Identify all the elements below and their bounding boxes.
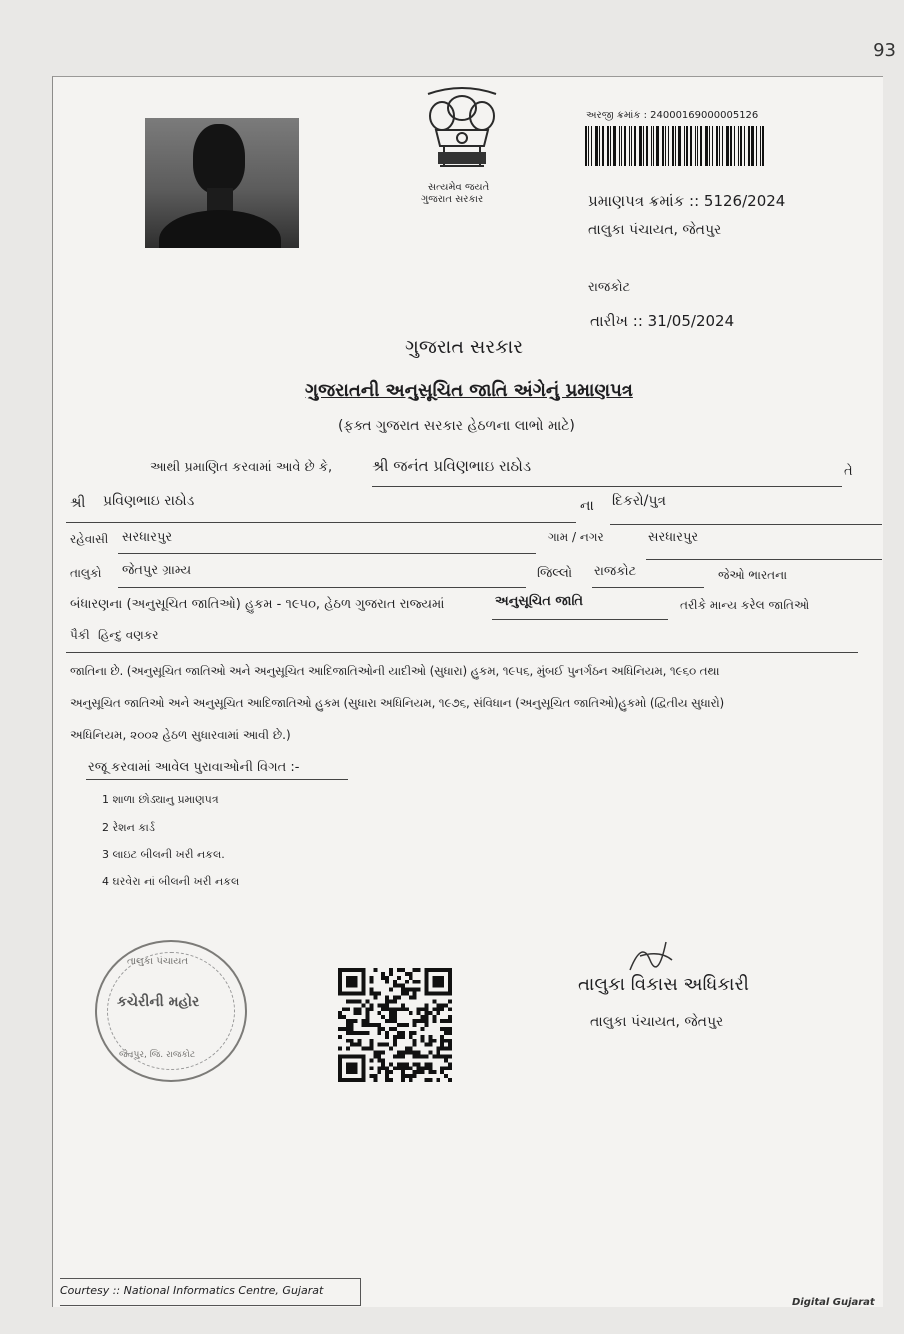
barcode <box>585 126 773 166</box>
signatory-title: તાલુકા વિકાસ અધિકારી <box>578 974 749 995</box>
application-label: અરજી ક્રમાંક : <box>586 110 647 121</box>
resident-value: સરધારપુર <box>122 530 173 545</box>
office-seal <box>95 940 247 1082</box>
village-label: ગામ / નગર <box>548 530 604 544</box>
india-text: જેઓ ભારતના <box>718 568 788 582</box>
district-label: જિલ્લો <box>537 566 573 581</box>
emblem-govt-label: ગુજરાત સરકાર <box>421 194 484 205</box>
para-line-1: જાતિના છે. (અનુસૂચિત જાતિઓ અને અનુસૂચિત આદિજાતિઓની યાદીઓ (સુધારા) હુકમ, ૧૯૫૬, મુંબઈ પુનર્ગઠન અધિનિયમ, ૧૯૬૦ તથા <box>70 664 720 678</box>
date-row <box>590 312 734 330</box>
seal-top-text: તાલુકા પંચાયત <box>127 956 189 967</box>
resident-label: રહેવાસી <box>70 532 109 546</box>
certificate-paper <box>52 76 883 1307</box>
father-name: પ્રવિણભાઇ રાઠોડ <box>103 493 195 509</box>
shri-text: શ્રી <box>70 495 86 511</box>
qr-code-icon <box>338 968 452 1082</box>
footer-courtesy: Courtesy :: National Informatics Centre, Gujarat <box>60 1284 324 1297</box>
na-text: ના <box>580 498 594 514</box>
applicant-photo <box>145 118 299 248</box>
district-header: રાજકોટ <box>588 280 631 295</box>
applicant-name: શ્રી જનંત પ્રવિણભાઇ રાઠોડ <box>372 457 532 475</box>
certificate-number-label: પ્રમાણપત્ર ક્રમાંક :: <box>588 192 700 210</box>
date-label: તારીખ :: <box>590 312 643 330</box>
signatory-office: તાલુકા પંચાયત, જેતપુર <box>590 1014 724 1030</box>
issuing-office: તાલુકા પંચાયત, જેતપુર <box>588 222 722 238</box>
national-emblem-icon <box>418 86 506 178</box>
recognized-text: તરીકે માન્ય કરેલ જાતિઓ <box>680 598 810 612</box>
seal-center-text: કચેરીની મહોર <box>117 994 200 1010</box>
corner-number: 93 <box>873 40 896 61</box>
order-text: બંધારણના (અનુસૂચિત જાતિઓ) હુકમ - ૧૯૫૦, હેઠળ ગુજરાત રાજ્યમાં <box>70 597 445 612</box>
category: અનુસૂચિત જાતિ <box>495 594 584 609</box>
evidence-heading: રજૂ કરવામાં આવેલ પુરાવાઓની વિગત :- <box>88 760 300 775</box>
signature-icon <box>620 930 680 980</box>
date-value: 31/05/2024 <box>647 312 735 330</box>
application-number: 24000169000005126 <box>650 110 759 121</box>
evidence-item: 4 ઘરવેરા નાં બીલની ખરી નકલ <box>102 875 240 888</box>
taluka-label: તાલુકો <box>70 566 102 580</box>
para-line-2: અનુસૂચિત જાતિઓ અને અનુસૂચિત આદિજાતિઓ હુકમ (સુધારા અધિનિયમ, ૧૯૭૬, સંવિધાન (અનુસૂચિત જાતિઓ)હુકમો (દ્વિતીય સુધારો) <box>70 696 725 710</box>
evidence-item: 2 રેશન કાર્ડ <box>102 821 155 834</box>
relation: દિકરો/પુત્ર <box>612 493 667 509</box>
emblem-motto: સત્યમેવ જયતે <box>428 182 490 193</box>
certificate-number-value: 5126/2024 <box>703 192 786 210</box>
application-number-row <box>586 110 758 121</box>
district-value: રાજકોટ <box>594 564 637 579</box>
caste: હિન્દુ વણકર <box>98 628 159 642</box>
para-line-3: અધિનિયમ, ૨૦૦૨ હેઠળ સુધારવામાં આવી છે.) <box>70 728 291 742</box>
certificate-title: ગુજરાતની અનુસૂચિત જાતિ અંગેનું પ્રમાણપત્ર <box>305 380 633 401</box>
evidence-item: 3 લાઇટ બીલની ખરી નકલ. <box>102 848 225 861</box>
certificate-number-row <box>588 192 785 210</box>
paiki-text: પૈકી <box>70 628 90 642</box>
government-heading: ગુજરાત સરકાર <box>405 336 524 358</box>
certificate-subtitle: (ફક્ત ગુજરાત સરકાર હેઠળના લાભો માટે) <box>338 418 575 434</box>
village-value: સરધારપુર <box>648 530 699 545</box>
te-text: તે <box>844 464 853 479</box>
seal-bottom-text: જેતપુર, જિ. રાજકોટ <box>119 1050 196 1060</box>
taluka-value: જેતપુર ગ્રામ્ય <box>122 563 192 578</box>
certify-text: આથી પ્રમાણિત કરવામાં આવે છે કે, <box>150 460 333 475</box>
evidence-item: 1 શાળા છોડ્યાનુ પ્રમાણપત્ર <box>102 793 219 806</box>
footer-digital-gujarat: Digital Gujarat <box>792 1297 875 1308</box>
